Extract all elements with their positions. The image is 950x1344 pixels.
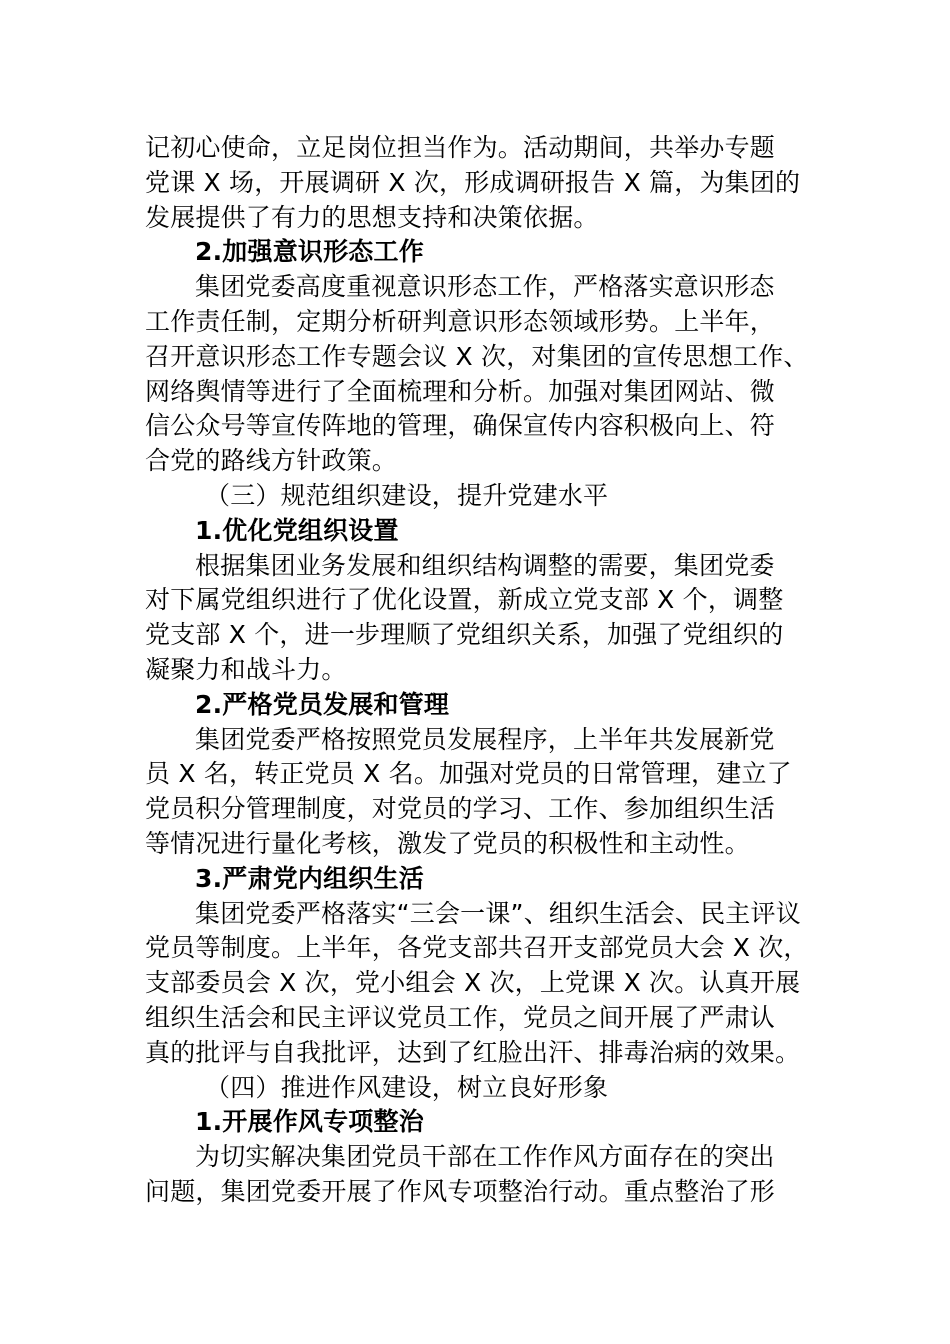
body-text-line: 信公众号等宣传阵地的管理，确保宣传内容积极向上、符 [145,411,776,441]
subsection-heading: 2.加强意识形态工作 [195,237,424,267]
body-text-line: 党支部 X 个，进一步理顺了党组织关系，加强了党组织的 [145,620,784,650]
body-text-line: 凝聚力和战斗力。 [145,654,347,684]
subsection-heading: 2.严格党员发展和管理 [195,689,450,719]
body-text-line: 支部委员会 X 次，党小组会 X 次，上党课 X 次。认真开展 [145,968,801,998]
body-text-line: 记初心使命，立足岗位担当作为。活动期间，共举办专题 [145,133,776,162]
section-heading: （三）规范组织建设，提升党建水平 [205,480,609,510]
paragraph-first-line: 为切实解决集团党员干部在工作作风方面存在的突出 [195,1142,775,1172]
body-text-line: 网络舆情等进行了全面梳理和分析。加强对集团网站、微 [145,376,776,406]
paragraph-first-line: 集团党委高度重视意识形态工作，严格落实意识形态 [195,272,775,302]
body-text-line: 员 X 名，转正党员 X 名。加强对党员的日常管理，建立了 [145,759,792,789]
body-text-line: 发展提供了有力的思想支持和决策依据。 [145,202,599,232]
body-text-line: 组织生活会和民主评议党员工作，党员之间开展了严肃认 [145,1002,776,1032]
document-body [145,131,825,1210]
body-text-line: 党员等制度。上半年，各党支部共召开支部党员大会 X 次， [145,933,809,963]
body-text-line: 召开意识形态工作专题会议 X 次，对集团的宣传思想工作、 [145,341,809,371]
subsection-heading: 3.严肃党内组织生活 [195,863,424,893]
paragraph-first-line: 根据集团业务发展和组织结构调整的需要，集团党委 [195,550,775,580]
subsection-heading: 1.优化党组织设置 [195,515,399,545]
section-heading: （四）推进作风建设，树立良好形象 [205,1072,609,1102]
body-text-line: 合党的路线方针政策。 [145,446,398,476]
body-text-line: 等情况进行量化考核，激发了党员的积极性和主动性。 [145,828,750,858]
body-text-line: 工作责任制，定期分析研判意识形态领域形势。上半年， [145,306,776,336]
body-text-line: 党课 X 场，开展调研 X 次，形成调研报告 X 篇，为集团的 [145,167,801,197]
paragraph-first-line: 集团党委严格落实“三会一课”、组织生活会、民主评议 [195,898,801,928]
subsection-heading: 1.开展作风专项整治 [195,1107,424,1137]
body-text-line: 问题，集团党委开展了作风专项整治行动。重点整治了形 [145,1176,776,1206]
body-text-line: 真的批评与自我批评，达到了红脸出汗、排毒治病的效果。 [145,1037,801,1067]
paragraph-first-line: 集团党委严格按照党员发展程序，上半年共发展新党 [195,724,775,754]
body-text-line: 党员积分管理制度，对党员的学习、工作、参加组织生活 [145,794,776,824]
body-text-line: 对下属党组织进行了优化设置，新成立党支部 X 个，调整 [145,585,784,615]
